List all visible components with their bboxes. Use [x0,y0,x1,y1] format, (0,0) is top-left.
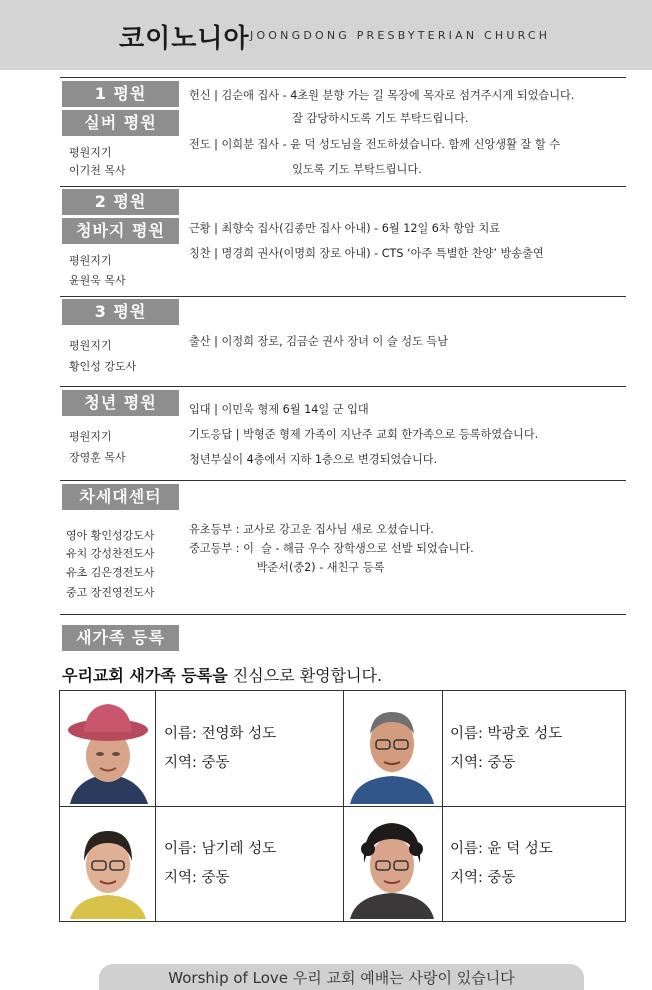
welcome-bold-particle: 을 [212,666,228,685]
leader-role: 평원지기 [69,339,112,352]
divider [60,386,626,387]
section-tag-nextgen: 차세대센터 [62,484,179,510]
member-name: 이름: 남기레 성도 [164,841,277,857]
divider [60,480,626,481]
member-name: 이름: 윤 덕 성도 [450,841,553,857]
news-line: 입대 | 이민욱 형제 6월 14일 군 입대 [189,403,369,416]
member-photo [62,809,154,919]
member-region: 지역: 중동 [164,870,230,886]
news-line: 출산 | 이정희 장로, 김금순 권사 장녀 이 슬 성도 득남 [189,335,449,348]
divider [60,186,626,187]
leader-name: 장영훈 목사 [69,451,126,464]
news-line: 중고등부 : 이 슬 - 해금 우수 장학생으로 선발 되었습니다. [189,542,474,555]
welcome-rest: 진심으로 환영합니다. [227,666,383,685]
news-line: 근황 | 최향숙 집사(김종만 집사 아내) - 6월 12일 6차 항암 치료 [189,222,501,235]
news-line: 칭찬 | 명경희 권사(이명희 장로 아내) - CTS ‘아주 특별한 찬양’ 방송출연 [189,247,544,260]
section-tag-youth: 청년 평원 [62,390,179,416]
member-region: 지역: 중동 [450,755,516,771]
member-region: 지역: 중동 [164,755,230,771]
news-line: 전도 | 이희분 집사 - 윤 덕 성도님을 전도하셨습니다. 함께 신앙생활 잘 할 수 [189,138,561,151]
church-name: JOONGDONG PRESBYTERIAN CHURCH [250,29,551,42]
divider [60,296,626,297]
news-line: 유초등부 : 교사로 강고운 집사님 새로 오셨습니다. [189,523,434,536]
section-tag-p3: 3 평원 [62,299,179,325]
news-line: 있도록 기도 부탁드립니다. [189,163,422,176]
news-line: 청년부실이 4층에서 지하 1층으로 변경되었습니다. [189,453,438,466]
leader-name: 영아 황인성강도사 [66,529,155,542]
section-tag-jeans: 청바지 평원 [62,218,179,244]
member-name: 이름: 박광호 성도 [450,726,563,742]
section-tag-p2: 2 평원 [62,189,179,215]
section-tag-silver: 실버 평원 [62,110,179,136]
member-photo [62,694,154,804]
welcome-message [62,663,382,686]
divider [60,77,626,78]
page-title: 코이노니아 [119,24,250,54]
leader-name: 이기천 목사 [69,164,126,177]
news-line: 박준서(중2) - 새친구 등록 [189,561,385,574]
new-family-table [59,690,626,922]
footer-banner: Worship of Love 우리 교회 예배는 사랑이 있습니다 [99,964,584,990]
member-region: 지역: 중동 [450,870,516,886]
news-line: 헌신 | 김순애 집사 - 4초원 분향 가는 길 목장에 목자로 섬겨주시게 되었습니다. [189,89,575,102]
page-header [0,0,652,70]
news-line: 기도응답 | 박형준 형제 가족이 지난주 교회 한가족으로 등록하였습니다. [189,428,539,441]
leader-name: 유치 강성찬전도사 [66,547,155,560]
member-name: 이름: 전영화 성도 [164,726,277,742]
divider [60,614,626,615]
leader-role: 평원지기 [69,146,112,159]
section-tag-newfamily: 새가족 등록 [62,625,179,651]
section-tag-p1: 1 평원 [62,81,179,107]
member-photo [346,694,438,804]
welcome-bold: 우리교회 새가족 등록 [62,666,213,685]
table-divider [60,806,625,807]
member-photo [346,809,438,919]
leader-name: 황인성 강도사 [69,360,137,373]
leader-name: 중고 장진영전도사 [66,586,155,599]
leader-name: 윤원욱 목사 [69,274,126,287]
news-line: 잘 감당하시도록 기도 부탁드립니다. [189,112,469,125]
leader-role: 평원지기 [69,430,112,443]
leader-role: 평원지기 [69,254,112,267]
leader-name: 유초 김은경전도사 [66,566,155,579]
